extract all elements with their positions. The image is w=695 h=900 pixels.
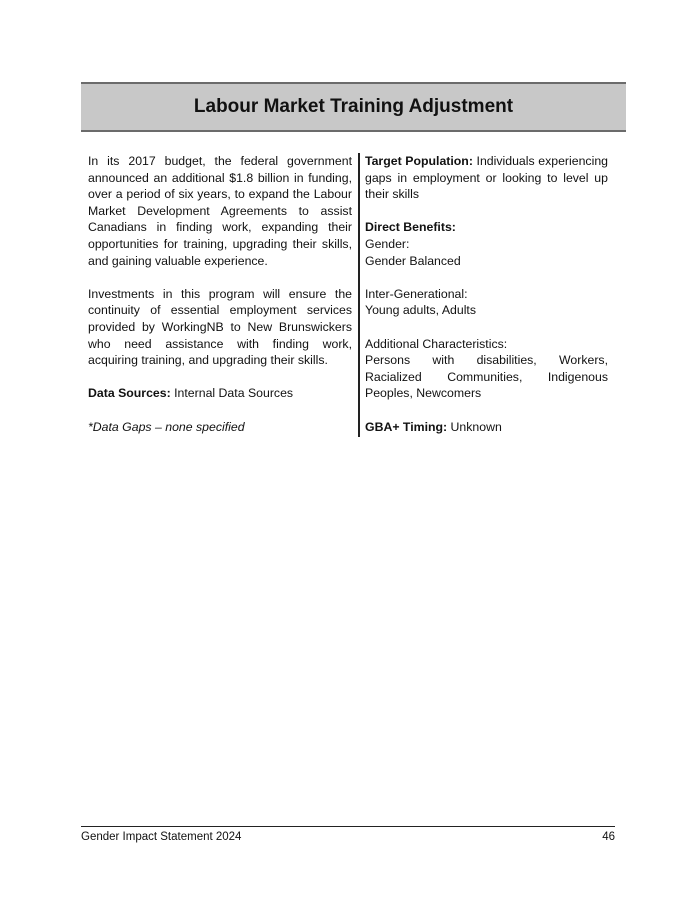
intro-paragraph: In its 2017 budget, the federal government announced an additional $1.8 billion in funding, over a period of six years, to expand the Labour Market Development Agreements to assist Canadians in finding work, expanding their opportunities for training, upgrading their skills, and gaining valuable experience. [88,154,352,268]
gba-timing [365,419,608,436]
right-column [360,153,608,437]
gba-timing-label: GBA+ Timing: [365,419,448,434]
data-gaps-note: *Data Gaps – none specified [88,419,245,434]
intergenerational-label: Inter-Generational: [365,286,468,301]
page-footer [81,826,615,843]
title-banner [81,82,626,132]
gender-label: Gender: [365,236,410,251]
direct-benefits-label: Direct Benefits: [365,220,456,235]
data-sources-value: Internal Data Sources [170,386,294,401]
additional-characteristics-value: Persons with disabilities, Workers, Racialized Communities, Indigenous Peoples, Newcomers [365,353,608,401]
investment-paragraph: Investments in this program will ensure the continuity of essential employment services provided by WorkingNB to New Brunswickers who need assistance with finding work, acquiring training, and upgrading their skills. [88,286,352,368]
data-sources [88,385,352,402]
additional-characteristics-label: Additional Characteristics: [365,336,508,351]
target-population-value: Individuals experiencing gaps in employment or looking to level up their skills [365,154,608,202]
data-sources-label: Data Sources: [88,386,171,401]
gba-timing-value: Unknown [447,419,502,434]
target-population-label: Target Population: [365,154,473,168]
content-columns [88,153,608,437]
intergenerational-value: Young adults, Adults [365,303,476,318]
footer-document-name: Gender Impact Statement 2024 [81,831,242,843]
target-population [365,153,608,203]
gender-value: Gender Balanced [365,253,461,268]
footer-page-number: 46 [602,831,615,843]
page-title: Labour Market Training Adjustment [193,96,514,117]
left-column [88,153,358,437]
